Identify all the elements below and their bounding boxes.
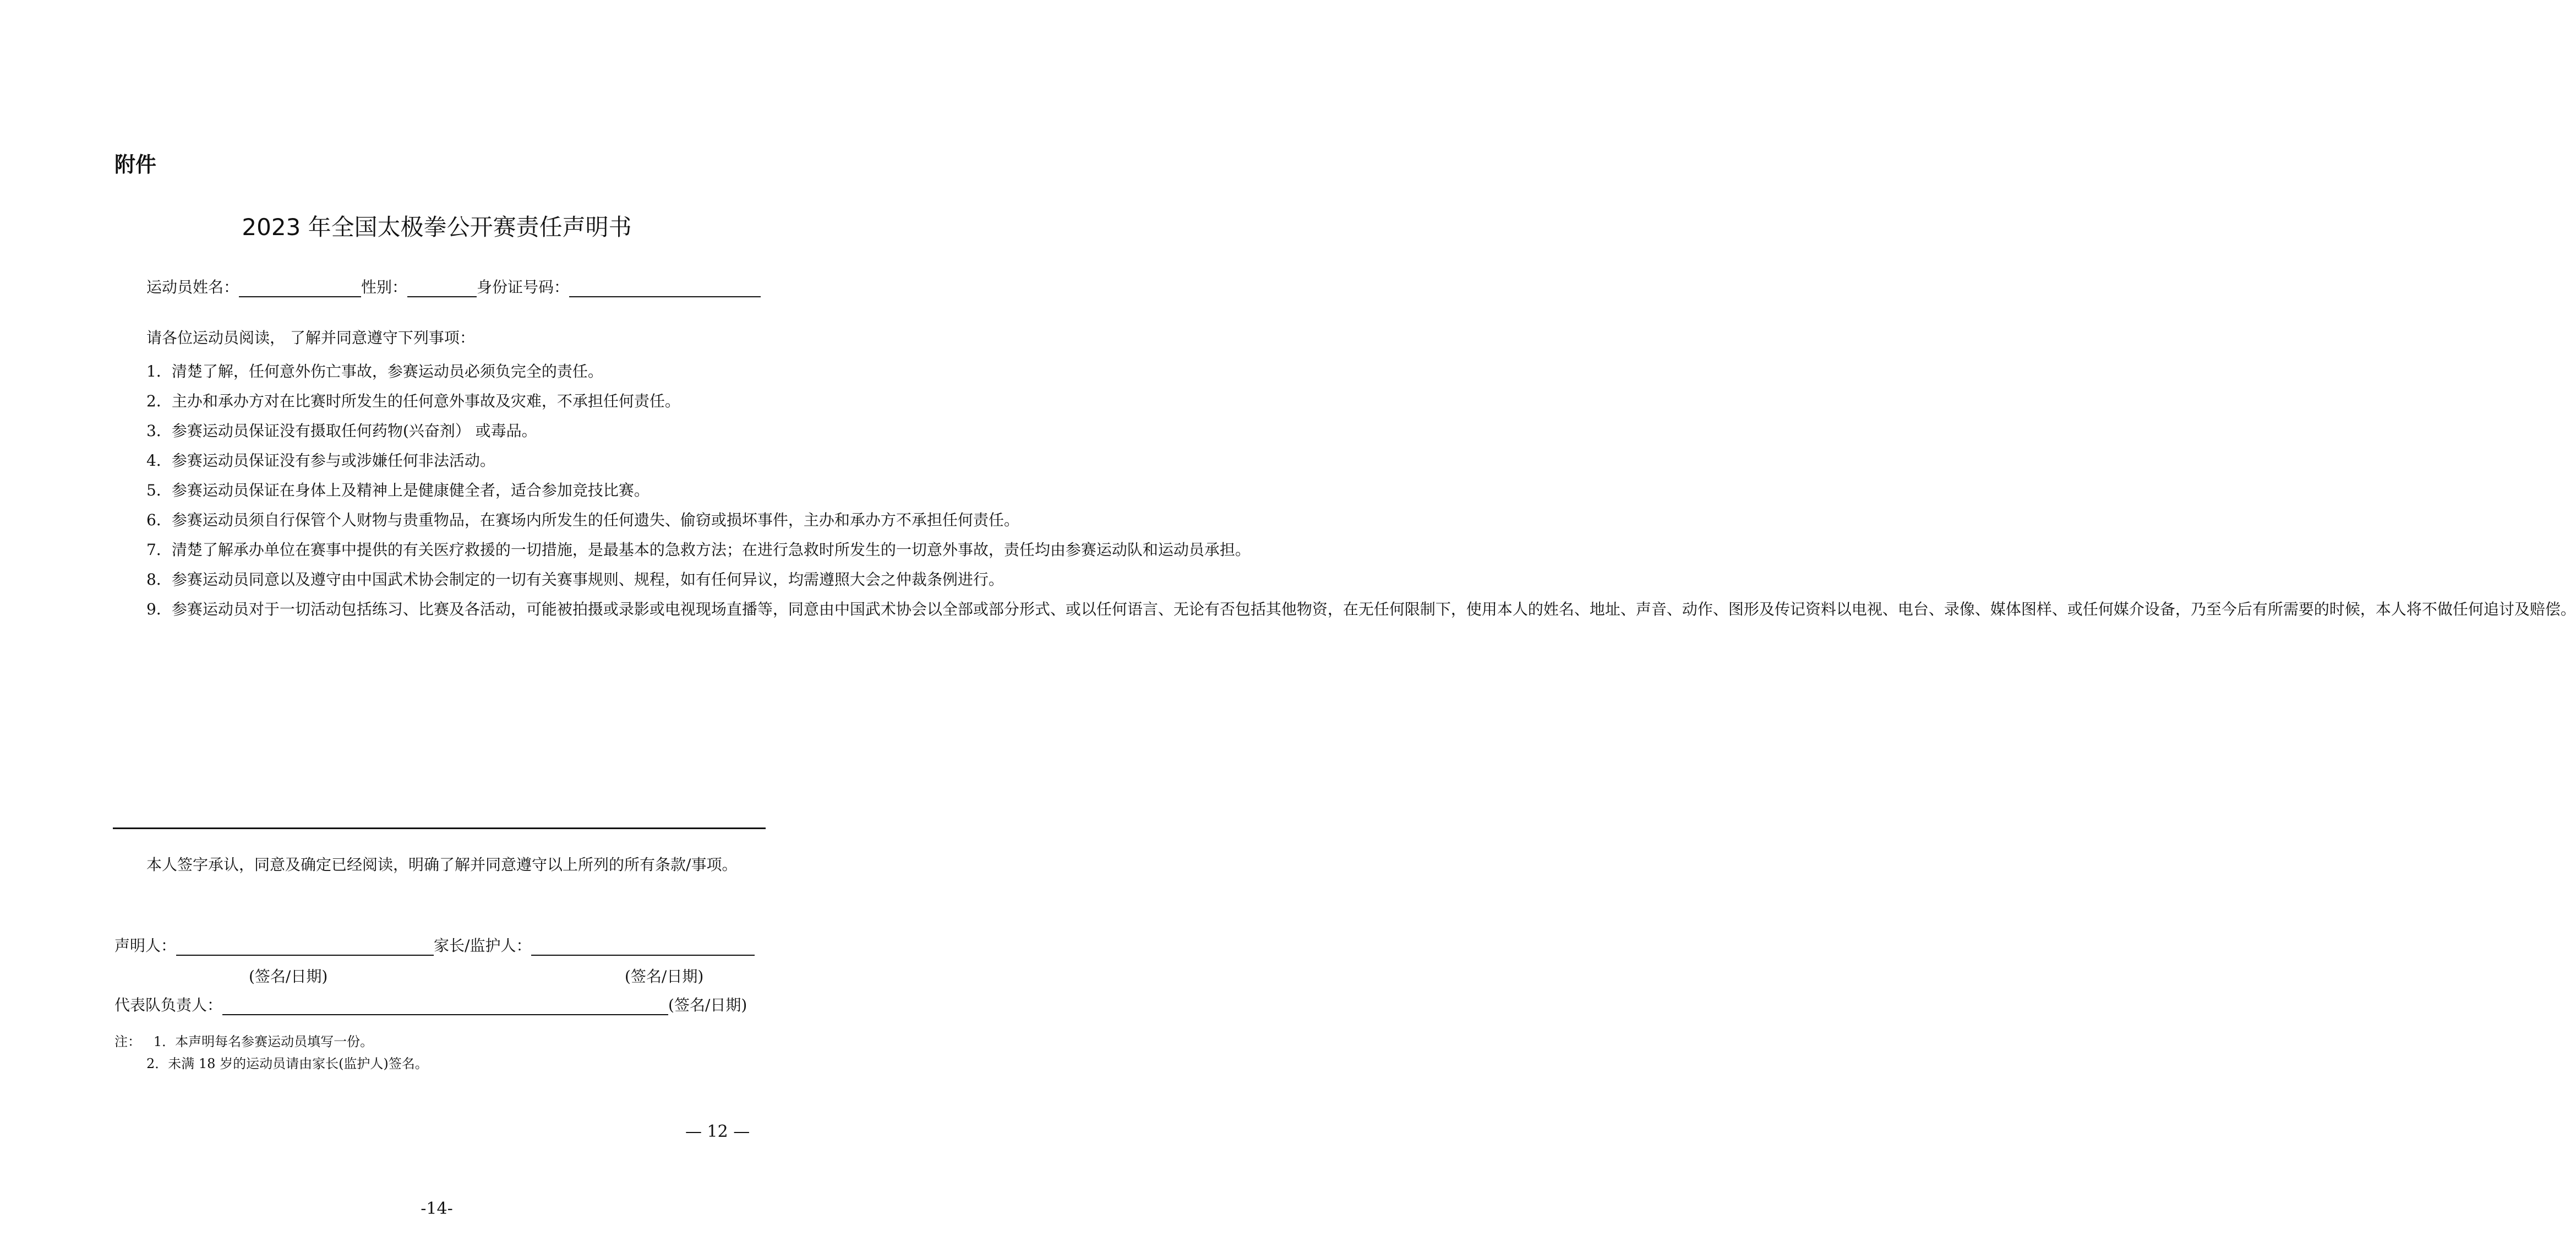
declarant-row bbox=[114, 934, 755, 956]
id-number-field[interactable] bbox=[569, 279, 761, 297]
team-leader-signature-field[interactable] bbox=[222, 997, 668, 1015]
term-item-2: 2．主办和承办方对在比赛时所发生的任何意外事故及灾难，不承担任何责任。 bbox=[146, 392, 680, 410]
attachment-label: 附件 bbox=[114, 153, 157, 177]
term-item-1: 1．清楚了解，任何意外伤亡事故，参赛运动员必须负完全的责任。 bbox=[146, 362, 603, 380]
guardian-label: 家长/监护人： bbox=[434, 936, 532, 955]
term-item-8: 8．参赛运动员同意以及遵守由中国武术协会制定的一切有关赛事规则、规程，如有任何异议，均需遵照大会之仲裁条例进行。 bbox=[146, 570, 1004, 589]
team-leader-label: 代表队负责人： bbox=[114, 996, 223, 1014]
id-number-label: 身份证号码： bbox=[477, 278, 570, 296]
note-prefix: 注： bbox=[114, 1034, 141, 1049]
inner-page-number: — 12 — bbox=[685, 1122, 750, 1141]
gender-field[interactable] bbox=[407, 279, 477, 297]
sign-date-hint-left: (签名/日期) bbox=[249, 967, 328, 985]
declarant-signature-field[interactable] bbox=[176, 937, 434, 956]
term-item-6: 6．参赛运动员须自行保管个人财物与贵重物品，在赛场内所发生的任何遗失、偷窃或损坏事件，主办和承办方不承担任何责任。 bbox=[146, 511, 1019, 529]
note-2: 2．未满 18 岁的运动员请由家长(监护人)签名。 bbox=[146, 1056, 428, 1071]
note-1 bbox=[114, 1031, 373, 1050]
term-item-7: 7．清楚了解承办单位在赛事中提供的有关医疗救援的一切措施，是最基本的急救方法；在进行急救时所发生的一切意外事故，责任均由参赛运动队和运动员承担。 bbox=[146, 541, 1251, 559]
divider-line bbox=[113, 827, 766, 829]
confirmation-text: 本人签字承认，同意及确定已经阅读，明确了解并同意遵守以上所列的所有条款/事项。 bbox=[146, 856, 738, 874]
guardian-signature-field[interactable] bbox=[531, 937, 755, 956]
athlete-name-field[interactable] bbox=[239, 279, 361, 297]
athlete-name-label: 运动员姓名： bbox=[146, 278, 239, 296]
outer-page-number: -14- bbox=[421, 1199, 453, 1218]
sign-date-hint-right: (签名/日期) bbox=[625, 967, 704, 985]
athlete-info-row bbox=[146, 275, 761, 297]
declarant-label: 声明人： bbox=[114, 936, 177, 955]
note-1-text: 1．本声明每名参赛运动员填写一份。 bbox=[153, 1034, 374, 1049]
team-leader-row bbox=[114, 993, 747, 1015]
confirmation-block bbox=[114, 850, 766, 880]
sign-date-hint-leader: (签名/日期) bbox=[668, 996, 747, 1014]
term-item-5: 5．参赛运动员保证在身体上及精神上是健康健全者，适合参加竞技比赛。 bbox=[146, 481, 650, 499]
gender-label: 性别： bbox=[361, 278, 408, 296]
document-title: 2023 年全国太极拳公开赛责任声明书 bbox=[242, 214, 632, 241]
intro-text: 请各位运动员阅读， 了解并同意遵守下列事项： bbox=[146, 329, 475, 347]
term-item-3: 3．参赛运动员保证没有摄取任何药物(兴奋剂） 或毒品。 bbox=[146, 422, 537, 440]
term-item-9: 9．参赛运动员对于一切活动包括练习、比赛及各活动，可能被拍摄或录影或电视现场直播等，同意由中国武术协会以全部或部分形式、或以任何语言、无论有否包括其他物资，在无任何限制下，使用本人的姓名、地址、声音、动作、图形及传记资料以电视、电台、录像、媒体图样、或任何媒介设备，乃至今后有所需要的时候，本人将不做任何追讨及赔偿。 bbox=[146, 600, 2576, 618]
terms-list bbox=[114, 357, 2576, 624]
term-item-4: 4．参赛运动员保证没有参与或涉嫌任何非法活动。 bbox=[146, 451, 495, 470]
